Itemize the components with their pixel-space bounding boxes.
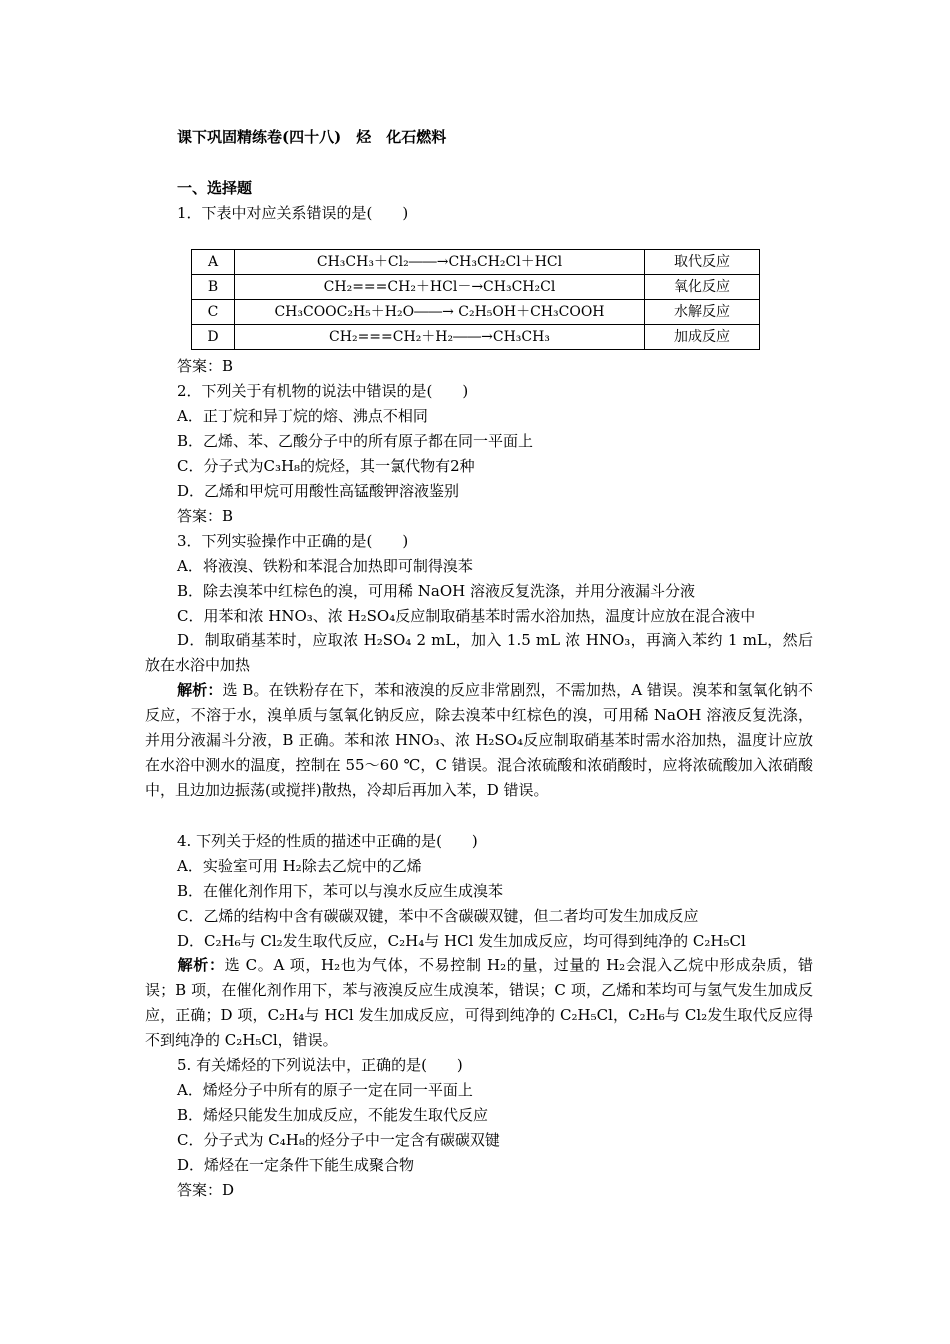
q1-stem: 1．下表中对应关系错误的是( ) [177, 204, 409, 222]
q3-analysis-text: 选 B。在铁粉存在下，苯和液溴的反应非常剧烈，不需加热，A 错误。溴苯和氢氧化钠不反应，不溶于水，溴单质与氢氧化钠反应，除去溴苯中红棕色的溴，可用稀 NaOH 溶液反复洗涤，并用分液漏斗分液，B 正确。苯和浓 HNO₃、浓 H₂SO₄反应制取硝基苯时需水浴加热，温度计应放在水浴中测水的温度，控制在 55～60 ℃，C 错误。混合浓硫酸和浓硝酸时，应将浓硫酸加入浓硝酸中，且边加边振荡(或搅拌)散热，冷却后再加入苯，D 错误。 [145, 681, 813, 799]
q3-option-b: B．除去溴苯中红棕色的溴，可用稀 NaOH 溶液反复洗涤，并用分液漏斗分液 [177, 582, 696, 600]
q5-answer: 答案：D [177, 1181, 235, 1199]
page-title: 课下巩固精练卷(四十八) 烃 化石燃料 [177, 128, 447, 146]
q3-option-d-text: D．制取硝基苯时，应取浓 H₂SO₄ 2 mL，加入 1.5 mL 浓 HNO₃，再滴入苯约 1 mL，然后放在水浴中加热 [145, 631, 813, 674]
q3-option-a: A．将液溴、铁粉和苯混合加热即可制得溴苯 [177, 557, 473, 575]
row-reaction-type: 取代反应 [645, 250, 760, 275]
q2-option-c: C．分子式为C₃H₈的烷烃，其一氯代物有2种 [177, 457, 475, 475]
table-row [192, 325, 760, 350]
q4-option-b: B．在催化剂作用下，苯可以与溴水反应生成溴苯 [177, 882, 504, 900]
q5-option-d: D．烯烃在一定条件下能生成聚合物 [177, 1156, 415, 1174]
section-heading: 一、选择题 [177, 179, 253, 197]
q4-option-a: A．实验室可用 H₂除去乙烷中的乙烯 [177, 857, 422, 875]
row-label: B [192, 275, 235, 300]
q2-option-d: D．乙烯和甲烷可用酸性高锰酸钾溶液鉴别 [177, 482, 460, 500]
q3-option-c: C．用苯和浓 HNO₃、浓 H₂SO₄反应制取硝基苯时需水浴加热，温度计应放在混合液中 [177, 607, 756, 625]
row-reaction-type: 加成反应 [645, 325, 760, 350]
q4-option-d: D．C₂H₆与 Cl₂发生取代反应，C₂H₄与 HCl 发生加成反应，均可得到纯净的 C₂H₅Cl [177, 932, 746, 950]
q5-option-b: B．烯烃只能发生加成反应，不能发生取代反应 [177, 1106, 489, 1124]
row-equation: CH₃COOC₂H₅＋H₂O――→ C₂H₅OH＋CH₃COOH [235, 300, 645, 325]
row-label: D [192, 325, 235, 350]
row-label: C [192, 300, 235, 325]
q1-table [191, 249, 760, 350]
q2-option-a: A．正丁烷和异丁烷的熔、沸点不相同 [177, 407, 428, 425]
q3-analysis [145, 678, 813, 803]
row-equation: CH₂===CH₂＋HCl－→CH₃CH₂Cl [235, 275, 645, 300]
q5-option-c: C．分子式为 C₄H₈的烃分子中一定含有碳碳双键 [177, 1131, 500, 1149]
q5-stem: 5. 有关烯烃的下列说法中，正确的是( ) [177, 1056, 463, 1074]
q2-stem: 2．下列关于有机物的说法中错误的是( ) [177, 382, 469, 400]
row-reaction-type: 水解反应 [645, 300, 760, 325]
q4-option-c: C．乙烯的结构中含有碳碳双键，苯中不含碳碳双键，但二者均可发生加成反应 [177, 907, 699, 925]
analysis-label: 解析： [177, 681, 223, 699]
q2-answer: 答案：B [177, 507, 234, 525]
q4-analysis [145, 953, 813, 1053]
q1-answer: 答案：B [177, 357, 234, 375]
q4-stem: 4. 下列关于烃的性质的描述中正确的是( ) [177, 832, 478, 850]
q3-stem: 3．下列实验操作中正确的是( ) [177, 532, 409, 550]
q5-option-a: A．烯烃分子中所有的原子一定在同一平面上 [177, 1081, 473, 1099]
row-label: A [192, 250, 235, 275]
table-row [192, 275, 760, 300]
table-row [192, 300, 760, 325]
q4-analysis-text: 选 C。A 项，H₂也为气体，不易控制 H₂的量，过量的 H₂会混入乙烷中形成杂质，错误；B 项，在催化剂作用下，苯与液溴反应生成溴苯，错误；C 项，乙烯和苯均可与氢气发生加成反应，正确；D 项，C₂H₄与 HCl 发生加成反应，可得到纯净的 C₂H₅Cl，C₂H₆与 Cl₂发生取代反应得不到纯净的 C₂H₅Cl，错误。 [145, 956, 813, 1049]
analysis-label: 解析： [177, 956, 225, 974]
q3-option-d [145, 628, 813, 678]
row-equation: CH₂===CH₂＋H₂――→CH₃CH₃ [235, 325, 645, 350]
q2-option-b: B．乙烯、苯、乙酸分子中的所有原子都在同一平面上 [177, 432, 534, 450]
row-reaction-type: 氧化反应 [645, 275, 760, 300]
row-equation: CH₃CH₃＋Cl₂――→CH₃CH₂Cl＋HCl [235, 250, 645, 275]
table-row [192, 250, 760, 275]
